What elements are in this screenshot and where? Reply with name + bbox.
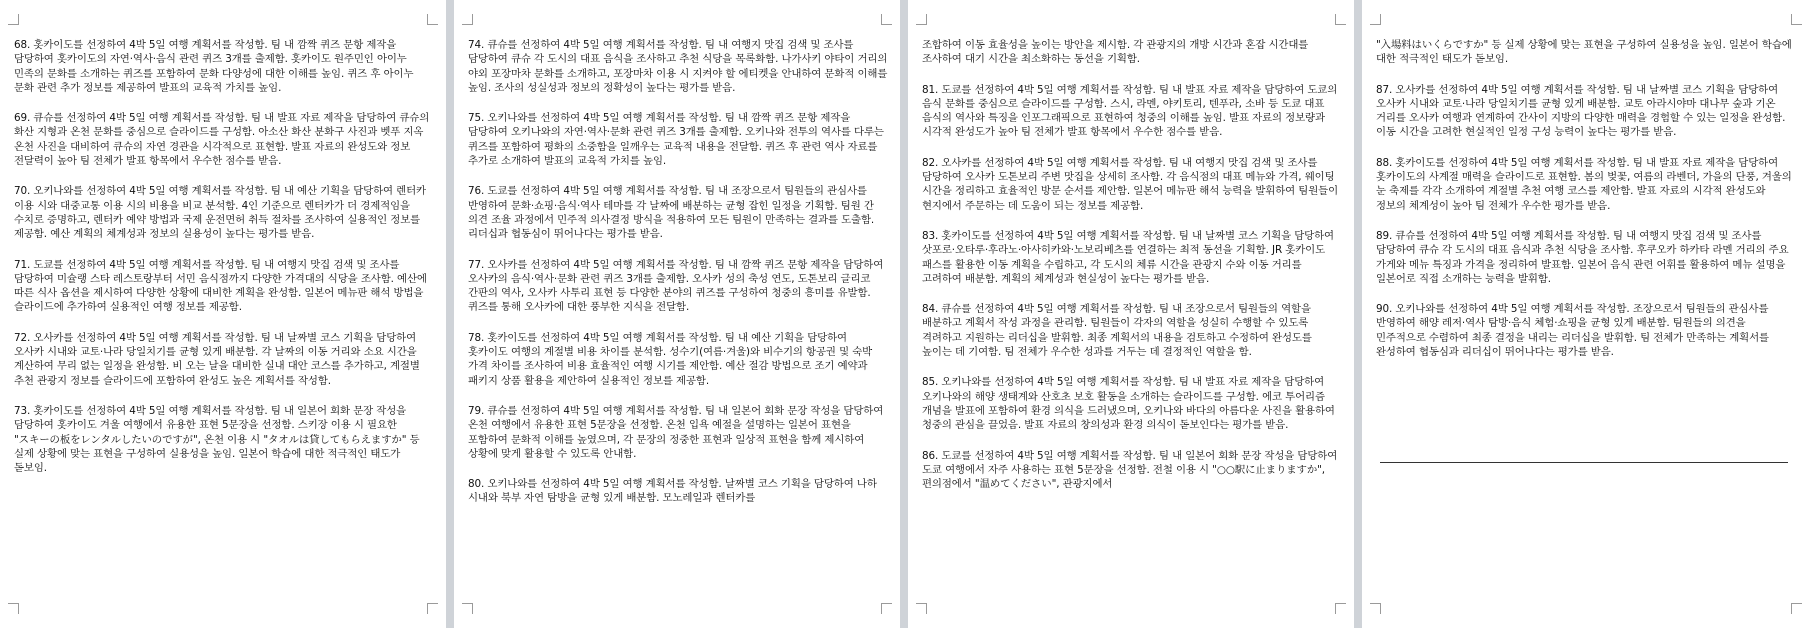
paragraph-79: 79. 큐슈를 선정하여 4박 5일 여행 계획서를 작성함. 팀 내 일본어 회화 문장 작성을 담당하여 온천 여행에서 유용한 표현 5문장을 선정함. 온천 입욕 예절을 설명하는 일본어 표현을 포함하여 문화적 이해를 높였으며, 각 문장의 정중한 표현과 일상적 표현을 함께 제시하여 상황에 맞게 활용할 수 있도록 안내함. xyxy=(468,404,884,460)
corner-crop-mark xyxy=(8,603,19,614)
corner-crop-mark xyxy=(881,14,892,25)
page-body xyxy=(14,38,434,491)
corner-crop-mark xyxy=(427,603,438,614)
corner-crop-mark xyxy=(881,603,892,614)
corner-crop-mark xyxy=(8,14,19,25)
paragraph-80-continued: 조합하여 이동 효율성을 높이는 방안을 제시함. 각 관광지의 개방 시간과 혼잡 시간대를 조사하여 대기 시간을 최소화하는 동선을 기획함. xyxy=(922,39,1309,66)
horizontal-rule xyxy=(1380,462,1788,463)
page-body xyxy=(468,38,888,522)
paragraph-82: 82. 오사카를 선정하여 4박 5일 여행 계획서를 작성함. 팀 내 여행지 맛집 검색 및 조사를 담당하여 오사카 도톤보리 주변 맛집을 상세히 조사함. 각 음식점의 대표 메뉴와 가격, 웨이팅 시간을 정리하고 효율적인 방문 순서를 제안함. 일본어 메뉴판 해석 능력을 발휘하여 팀원들이 현지에서 주문하는 데 도움이 되는 정보를 제공함. xyxy=(922,156,1339,212)
corner-crop-mark xyxy=(462,603,473,614)
corner-crop-mark xyxy=(916,14,927,25)
paragraph-90: 90. 오키나와를 선정하여 4박 5일 여행 계획서를 작성함. 조장으로서 팀원들의 관심사를 반영하여 해양 레저·역사 탐방·음식 체험·쇼핑을 균형 있게 배분함. 팀원들의 의견을 민주적으로 수렴하여 최종 결정을 내리는 리더십을 발휘함. 팀 전체가 만족하는 계획서를 완성하여 협동심과 리더십이 뛰어나다는 평가를 받음. xyxy=(1376,303,1769,359)
corner-crop-mark xyxy=(1791,14,1802,25)
paragraph-80: 80. 오키나와를 선정하여 4박 5일 여행 계획서를 작성함. 날짜별 코스 기획을 담당하여 나하 시내와 북부 자연 탐방을 균형 있게 배분함. 모노레일과 렌터카를 xyxy=(468,478,877,505)
corner-crop-mark xyxy=(1370,14,1381,25)
corner-crop-mark xyxy=(1335,14,1346,25)
page-body xyxy=(922,38,1342,507)
page-3 xyxy=(908,0,1354,628)
corner-crop-mark xyxy=(462,14,473,25)
paragraph-75: 75. 오키나와를 선정하여 4박 5일 여행 계획서를 작성함. 팀 내 깜짝 퀴즈 문항 제작을 담당하여 오키나와의 자연·역사·문화 관련 퀴즈 3개를 출제함. 오키나와 전투의 역사를 다루는 퀴즈를 포함하여 평화의 소중함을 일깨우는 교육적 내용을 전달함. 퀴즈 후 관련 역사 자료를 추가로 소개하여 발표의 교육적 가치를 높임. xyxy=(468,112,884,168)
paragraph-83: 83. 홋카이도를 선정하여 4박 5일 여행 계획서를 작성함. 팀 내 날짜별 코스 기획을 담당하여 삿포로·오타루·후라노·아사히카와·노보리베츠를 연결하는 최적 동선을 기획함. JR 홋카이도 패스를 활용한 이동 계획을 수립하고, 각 도시의 체류 시간을 관광지 수와 이동 거리를 고려하여 배분함. 계획의 체계성과 현실성이 높다는 평가를 받음. xyxy=(922,229,1334,285)
paragraph-86-continued: "入場料はいくらですか" 등 실제 상황에 맞는 표현을 구성하여 실용성을 높임. 일본어 학습에 대한 적극적인 태도가 돋보임. xyxy=(1376,39,1792,66)
page-2 xyxy=(454,0,900,628)
corner-crop-mark xyxy=(916,603,927,614)
paragraph-88: 88. 홋카이도를 선정하여 4박 5일 여행 계획서를 작성함. 팀 내 발표 자료 제작을 담당하여 홋카이도의 사계절 매력을 슬라이드로 표현함. 봄의 벚꽃, 여름의 라벤더, 가을의 단풍, 겨울의 눈 축제를 각각 소개하여 계절별 추천 여행 코스를 제안함. 발표 자료의 시각적 완성도와 정보의 체계성이 높아 팀 전체가 우수한 평가를 받음. xyxy=(1376,156,1792,212)
paragraph-74: 74. 큐슈를 선정하여 4박 5일 여행 계획서를 작성함. 팀 내 여행지 맛집 검색 및 조사를 담당하여 큐슈 각 도시의 대표 음식을 조사하고 추천 식당을 목록화함. 나가사키 야타이 거리의 야외 포장마차 문화를 소개하고, 포장마차 이용 시 지켜야 할 에티켓을 안내하여 문화적 이해를 높임. 조사의 성실성과 정보의 정확성이 높다는 평가를 받음. xyxy=(468,39,888,94)
paragraph-87: 87. 오사카를 선정하여 4박 5일 여행 계획서를 작성함. 팀 내 날짜별 코스 기획을 담당하여 오사카 시내와 교토·나라 당일치기를 균형 있게 배분함. 교토 아라시야마 대나무 숲과 기온 거리를 오사카 여행과 연계하여 간사이 지방의 다양한 매력을 경험할 수 있는 일정을 완성함. 이동 시간을 고려한 현실적인 일정 구성 능력이 높다는 평가를 받음. xyxy=(1376,83,1786,139)
corner-crop-mark xyxy=(1335,603,1346,614)
paragraph-70: 70. 오키나와를 선정하여 4박 5일 여행 계획서를 작성함. 팀 내 예산 기획을 담당하여 렌터카 이용 시와 대중교통 이용 시의 비용을 비교 분석함. 4인 기준으로 렌터카가 더 경제적임을 수치로 증명하고, 렌터카 예약 방법과 국제 운전면허 취득 절차를 조사하여 실용적인 정보를 제공함. 예산 계획의 체계성과 정보의 실용성이 높다는 평가를 받음. xyxy=(14,185,426,241)
paragraph-86: 86. 도쿄를 선정하여 4박 5일 여행 계획서를 작성함. 팀 내 일본어 회화 문장 작성을 담당하여 도쿄 여행에서 자주 사용하는 표현 5문장을 선정함. 전철 이용 시 "○○駅に止まりますか", 편의점에서 "温めてください", 관광지에서 xyxy=(922,449,1338,491)
paragraph-81: 81. 도쿄를 선정하여 4박 5일 여행 계획서를 작성함. 팀 내 발표 자료 제작을 담당하여 도쿄의 음식 문화를 중심으로 슬라이드를 구성함. 스시, 라멘, 야키토리, 텐푸라, 소바 등 도쿄 대표 음식의 역사와 특징을 인포그래픽으로 표현하여 청중의 이해를 높임. 발표 자료의 정보량과 시각적 완성도가 높아 팀 전체가 발표 항목에서 우수한 점수를 받음. xyxy=(922,83,1338,139)
paragraph-73: 73. 홋카이도를 선정하여 4박 5일 여행 계획서를 작성함. 팀 내 일본어 회화 문장 작성을 담당하여 홋카이도 겨울 여행에서 유용한 표현 5문장을 선정함. 스키장 이용 시 필요한 "スキーの板をレンタルしたいのですが", 온천 이용 시 "タオルは貸してもらえますか" 등 실제 상황에 맞는 표현을 구성하여 실용성을 높임. 일본어 학습에 대한 적극적인 태도가 돋보임. xyxy=(14,404,420,475)
paragraph-69: 69. 큐슈를 선정하여 4박 5일 여행 계획서를 작성함. 팀 내 발표 자료 제작을 담당하여 큐슈의 화산 지형과 온천 문화를 중심으로 슬라이드를 구성함. 아소산 화산 분화구 사진과 벳푸 지옥 온천 사진을 대비하여 큐슈의 자연 경관을 시각적으로 표현함. 발표 자료의 완성도와 정보 전달력이 높아 팀 전체가 발표 항목에서 우수한 점수를 받음. xyxy=(14,112,430,168)
corner-crop-mark xyxy=(427,14,438,25)
paragraph-68: 68. 홋카이도를 선정하여 4박 5일 여행 계획서를 작성함. 팀 내 깜짝 퀴즈 문항 제작을 담당하여 홋카이도의 자연·역사·음식 관련 퀴즈 3개를 출제함. 홋카이도 원주민인 아이누 민족의 문화를 소개하는 퀴즈를 포함하여 문화 다양성에 대한 이해를 높임. 퀴즈 후 아이누 문화 관련 추가 정보를 제공하여 발표의 교육적 가치를 높임. xyxy=(14,39,414,94)
paragraph-84: 84. 큐슈를 선정하여 4박 5일 여행 계획서를 작성함. 팀 내 조장으로서 팀원들의 역할을 배분하고 계획서 작성 과정을 관리함. 팀원들이 각자의 역할을 성실히 수행할 수 있도록 격려하고 지원하는 리더십을 발휘함. 최종 계획서의 내용을 검토하고 수정하여 완성도를 높이는 데 기여함. 팀 전체가 우수한 성과를 거두는 데 결정적인 역할을 함. xyxy=(922,303,1312,359)
paragraph-89: 89. 큐슈를 선정하여 4박 5일 여행 계획서를 작성함. 팀 내 여행지 맛집 검색 및 조사를 담당하여 큐슈 각 도시의 대표 음식과 추천 식당을 조사함. 후쿠오카 하카타 라멘 거리의 주요 가게와 메뉴 특징과 가격을 정리하여 발표함. 일본어 음식 관련 어휘를 활용하여 메뉴 설명을 일본어로 직접 소개하는 능력을 발휘함. xyxy=(1376,229,1789,285)
paragraph-77: 77. 오사카를 선정하여 4박 5일 여행 계획서를 작성함. 팀 내 깜짝 퀴즈 문항 제작을 담당하여 오사카의 음식·역사·문화 관련 퀴즈 3개를 출제함. 오사카 성의 축성 연도, 도톤보리 글리코 간판의 역사, 오사카 사투리 표현 등 다양한 분야의 퀴즈를 구성하여 청중의 흥미를 유발함. 퀴즈를 통해 오사카에 대한 풍부한 지식을 전달함. xyxy=(468,258,884,314)
corner-crop-mark xyxy=(1791,603,1802,614)
paragraph-85: 85. 오키나와를 선정하여 4박 5일 여행 계획서를 작성함. 팀 내 발표 자료 제작을 담당하여 오키나와의 해양 생태계와 산호초 보호 활동을 소개하는 슬라이드를 구성함. 에코 투어리즘 개념을 발표에 포함하여 환경 의식을 드러냈으며, 오키나와 바다의 아름다운 사진을 활용하여 청중의 관심을 끌었음. 발표 자료의 창의성과 환경 의식이 돋보인다는 평가를 받음. xyxy=(922,376,1335,432)
corner-crop-mark xyxy=(1370,603,1381,614)
paragraph-72: 72. 오사카를 선정하여 4박 5일 여행 계획서를 작성함. 팀 내 날짜별 코스 기획을 담당하여 오사카 시내와 교토·나라 당일치기를 균형 있게 배분함. 각 날짜의 이동 거리와 소요 시간을 계산하여 무리 없는 일정을 완성함. 비 오는 날을 대비한 실내 대안 코스를 추가하고, 계절별 추천 관광지 정보를 슬라이드에 포함하여 완성도 높은 계획서를 작성함. xyxy=(14,331,420,387)
paragraph-76: 76. 도쿄를 선정하여 4박 5일 여행 계획서를 작성함. 팀 내 조장으로서 팀원들의 관심사를 반영하여 문화·쇼핑·음식·역사 테마를 각 날짜에 배분하는 균형 잡힌 일정을 기획함. 팀원 간 의견 조율 과정에서 민주적 의사결정 방식을 적용하여 모든 팀원이 만족하는 결과를 도출함. 리더십과 협동심이 뛰어나다는 평가를 받음. xyxy=(468,185,875,241)
paragraph-78: 78. 홋카이도를 선정하여 4박 5일 여행 계획서를 작성함. 팀 내 예산 기획을 담당하여 홋카이도 여행의 계절별 비용 차이를 분석함. 성수기(여름·겨울)와 비수기의 항공권 및 숙박 가격 차이를 조사하여 비용 효율적인 여행 시기를 제안함. 예산 절감 방법으로 조기 예약과 패키지 상품 활용을 제안하여 실용적인 정보를 제공함. xyxy=(468,331,873,387)
paragraph-71: 71. 도쿄를 선정하여 4박 5일 여행 계획서를 작성함. 팀 내 여행지 맛집 검색 및 조사를 담당하여 미슐랭 스타 레스토랑부터 서민 음식점까지 다양한 가격대의 식당을 조사함. 예산에 따른 식사 옵션을 제시하여 다양한 상황에 대비한 계획을 완성함. 일본어 메뉴판 해석 방법을 슬라이드에 추가하여 실용적인 여행 정보를 제공함. xyxy=(14,258,427,314)
page-1 xyxy=(0,0,446,628)
page-body xyxy=(1376,38,1798,375)
page-4 xyxy=(1362,0,1810,628)
